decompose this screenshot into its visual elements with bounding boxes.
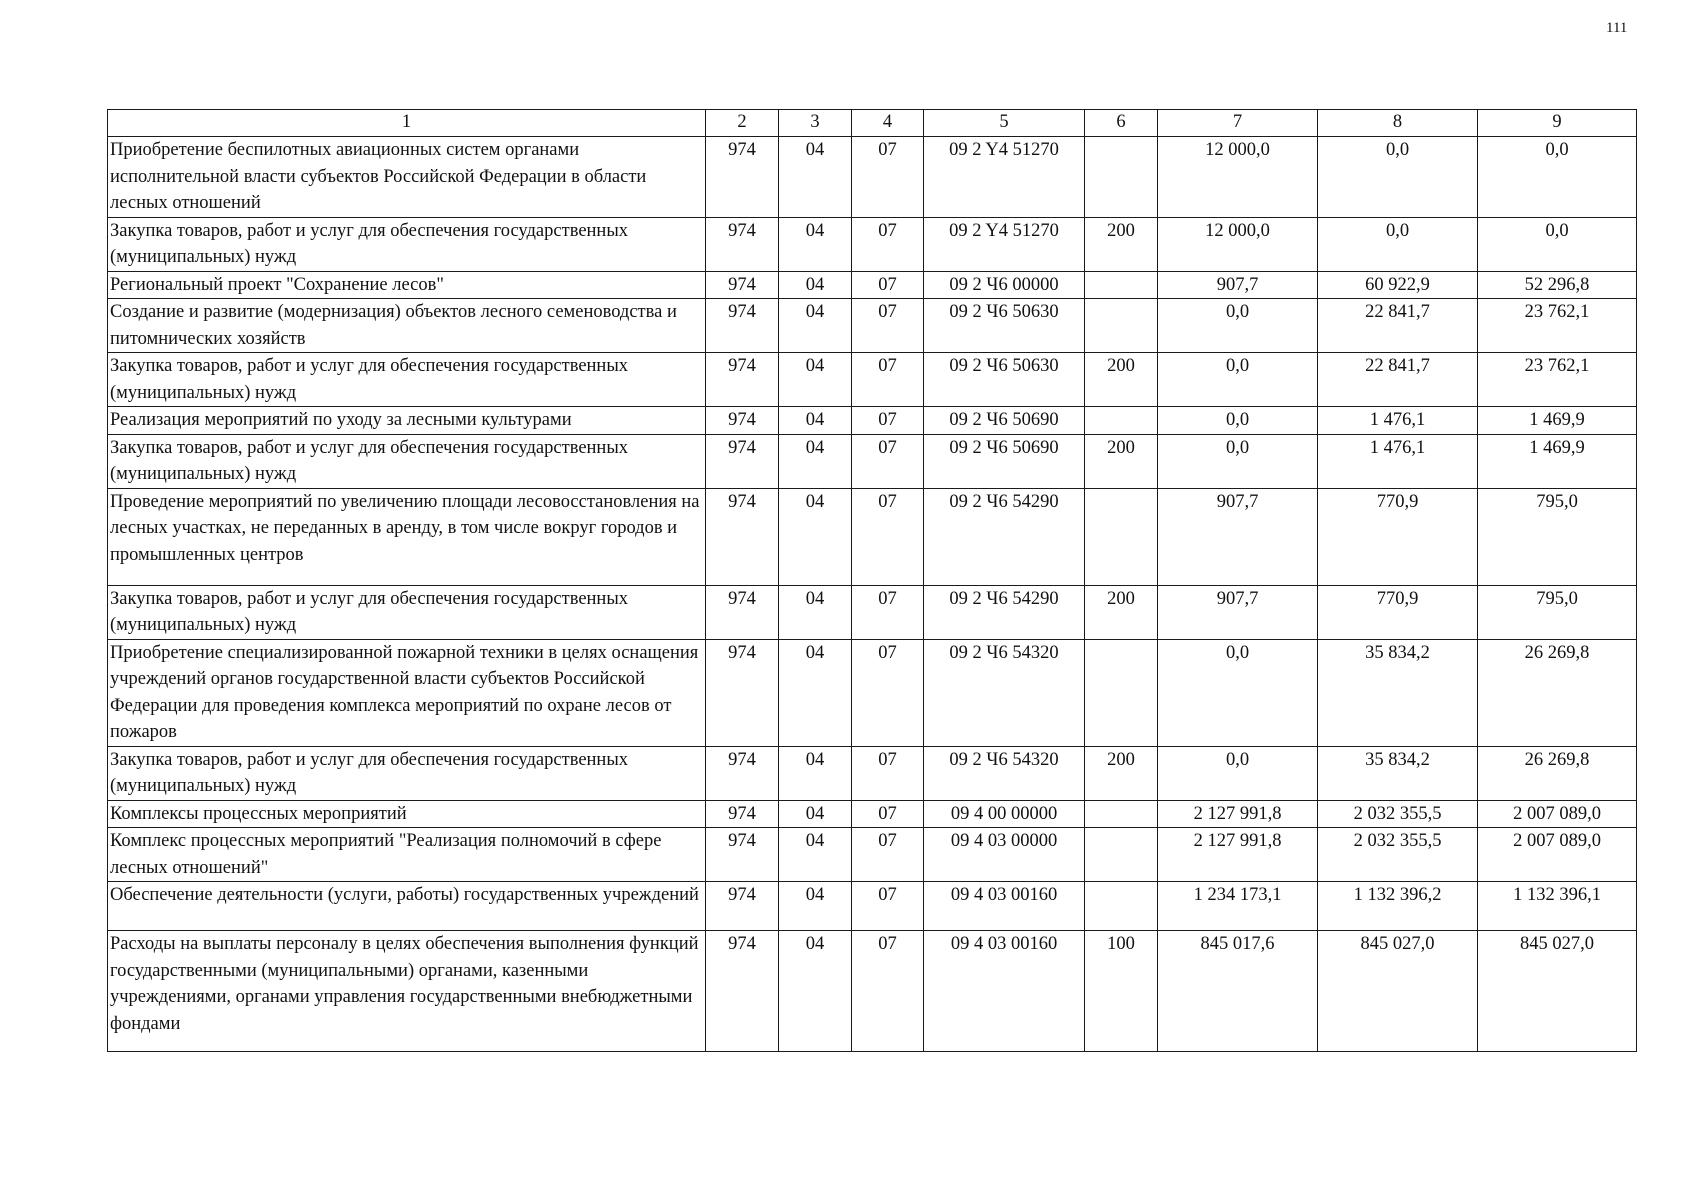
subsection-code-cell: 07 bbox=[852, 407, 924, 435]
table-row bbox=[108, 639, 1637, 746]
budget-table bbox=[107, 109, 1637, 1052]
expense-type-cell bbox=[1085, 882, 1158, 931]
amount-col8-cell: 35 834,2 bbox=[1318, 639, 1478, 746]
subsection-code-cell: 07 bbox=[852, 800, 924, 828]
amount-col7-cell: 2 127 991,8 bbox=[1158, 800, 1318, 828]
target-article-cell: 09 2 Ч6 54320 bbox=[924, 639, 1085, 746]
subsection-code-cell: 07 bbox=[852, 931, 924, 1052]
column-header: 2 bbox=[706, 110, 779, 137]
section-code-cell: 04 bbox=[779, 488, 852, 585]
expense-type-cell: 100 bbox=[1085, 931, 1158, 1052]
amount-col7-cell: 0,0 bbox=[1158, 353, 1318, 407]
section-code-cell: 04 bbox=[779, 271, 852, 299]
subsection-code-cell: 07 bbox=[852, 746, 924, 800]
expense-name-cell: Закупка товаров, работ и услуг для обеспечения государственных (муниципальных) нужд bbox=[108, 353, 706, 407]
section-code-cell: 04 bbox=[779, 828, 852, 882]
amount-col7-cell: 12 000,0 bbox=[1158, 217, 1318, 271]
table-row bbox=[108, 800, 1637, 828]
subsection-code-cell: 07 bbox=[852, 353, 924, 407]
grbs-code-cell: 974 bbox=[706, 882, 779, 931]
amount-col8-cell: 1 476,1 bbox=[1318, 434, 1478, 488]
section-code-cell: 04 bbox=[779, 407, 852, 435]
column-header: 6 bbox=[1085, 110, 1158, 137]
amount-col8-cell: 0,0 bbox=[1318, 137, 1478, 218]
expense-type-cell bbox=[1085, 800, 1158, 828]
expense-type-cell bbox=[1085, 828, 1158, 882]
column-header: 1 bbox=[108, 110, 706, 137]
subsection-code-cell: 07 bbox=[852, 639, 924, 746]
amount-col8-cell: 2 032 355,5 bbox=[1318, 828, 1478, 882]
section-code-cell: 04 bbox=[779, 434, 852, 488]
table-row bbox=[108, 353, 1637, 407]
table-row bbox=[108, 217, 1637, 271]
amount-col8-cell: 770,9 bbox=[1318, 488, 1478, 585]
expense-type-cell bbox=[1085, 488, 1158, 585]
expense-name-cell: Закупка товаров, работ и услуг для обеспечения государственных (муниципальных) нужд bbox=[108, 585, 706, 639]
section-code-cell: 04 bbox=[779, 746, 852, 800]
expense-name-cell: Закупка товаров, работ и услуг для обеспечения государственных (муниципальных) нужд bbox=[108, 217, 706, 271]
section-code-cell: 04 bbox=[779, 137, 852, 218]
subsection-code-cell: 07 bbox=[852, 137, 924, 218]
column-header: 4 bbox=[852, 110, 924, 137]
expense-name-cell: Закупка товаров, работ и услуг для обеспечения государственных (муниципальных) нужд bbox=[108, 746, 706, 800]
table-row bbox=[108, 882, 1637, 931]
amount-col8-cell: 770,9 bbox=[1318, 585, 1478, 639]
amount-col8-cell: 60 922,9 bbox=[1318, 271, 1478, 299]
expense-type-cell bbox=[1085, 639, 1158, 746]
target-article-cell: 09 2 Ч6 50630 bbox=[924, 299, 1085, 353]
amount-col8-cell: 35 834,2 bbox=[1318, 746, 1478, 800]
expense-type-cell: 200 bbox=[1085, 585, 1158, 639]
expense-type-cell: 200 bbox=[1085, 353, 1158, 407]
section-code-cell: 04 bbox=[779, 882, 852, 931]
expense-name-cell: Приобретение беспилотных авиационных систем органами исполнительной власти субъектов Российской Федерации в области лесных отношений bbox=[108, 137, 706, 218]
expense-name-cell: Комплекс процессных мероприятий "Реализация полномочий в сфере лесных отношений" bbox=[108, 828, 706, 882]
amount-col8-cell: 0,0 bbox=[1318, 217, 1478, 271]
table-row bbox=[108, 137, 1637, 218]
section-code-cell: 04 bbox=[779, 639, 852, 746]
amount-col7-cell: 907,7 bbox=[1158, 271, 1318, 299]
table-row bbox=[108, 931, 1637, 1052]
target-article-cell: 09 2 Y4 51270 bbox=[924, 137, 1085, 218]
amount-col7-cell: 1 234 173,1 bbox=[1158, 882, 1318, 931]
table-row bbox=[108, 299, 1637, 353]
expense-name-cell: Реализация мероприятий по уходу за лесными культурами bbox=[108, 407, 706, 435]
grbs-code-cell: 974 bbox=[706, 800, 779, 828]
section-code-cell: 04 bbox=[779, 931, 852, 1052]
target-article-cell: 09 2 Ч6 50690 bbox=[924, 407, 1085, 435]
expense-name-cell: Создание и развитие (модернизация) объектов лесного семеноводства и питомнических хозяйств bbox=[108, 299, 706, 353]
expense-name-cell: Комплексы процессных мероприятий bbox=[108, 800, 706, 828]
amount-col9-cell: 2 007 089,0 bbox=[1478, 800, 1637, 828]
column-header: 9 bbox=[1478, 110, 1637, 137]
amount-col8-cell: 845 027,0 bbox=[1318, 931, 1478, 1052]
grbs-code-cell: 974 bbox=[706, 434, 779, 488]
amount-col9-cell: 23 762,1 bbox=[1478, 353, 1637, 407]
grbs-code-cell: 974 bbox=[706, 931, 779, 1052]
section-code-cell: 04 bbox=[779, 217, 852, 271]
expense-type-cell bbox=[1085, 137, 1158, 218]
target-article-cell: 09 2 Ч6 54290 bbox=[924, 488, 1085, 585]
expense-type-cell bbox=[1085, 407, 1158, 435]
amount-col7-cell: 907,7 bbox=[1158, 488, 1318, 585]
target-article-cell: 09 2 Ч6 54320 bbox=[924, 746, 1085, 800]
grbs-code-cell: 974 bbox=[706, 299, 779, 353]
section-code-cell: 04 bbox=[779, 585, 852, 639]
target-article-cell: 09 4 03 00000 bbox=[924, 828, 1085, 882]
amount-col9-cell: 1 132 396,1 bbox=[1478, 882, 1637, 931]
subsection-code-cell: 07 bbox=[852, 585, 924, 639]
subsection-code-cell: 07 bbox=[852, 882, 924, 931]
target-article-cell: 09 2 Y4 51270 bbox=[924, 217, 1085, 271]
amount-col7-cell: 12 000,0 bbox=[1158, 137, 1318, 218]
expense-type-cell bbox=[1085, 271, 1158, 299]
table-row bbox=[108, 488, 1637, 585]
target-article-cell: 09 4 03 00160 bbox=[924, 882, 1085, 931]
page-number: 111 bbox=[1606, 20, 1628, 36]
expense-type-cell: 200 bbox=[1085, 746, 1158, 800]
column-header: 3 bbox=[779, 110, 852, 137]
amount-col9-cell: 23 762,1 bbox=[1478, 299, 1637, 353]
column-header: 8 bbox=[1318, 110, 1478, 137]
grbs-code-cell: 974 bbox=[706, 137, 779, 218]
subsection-code-cell: 07 bbox=[852, 828, 924, 882]
amount-col7-cell: 907,7 bbox=[1158, 585, 1318, 639]
amount-col7-cell: 845 017,6 bbox=[1158, 931, 1318, 1052]
grbs-code-cell: 974 bbox=[706, 746, 779, 800]
grbs-code-cell: 974 bbox=[706, 353, 779, 407]
table-row bbox=[108, 407, 1637, 435]
expense-type-cell: 200 bbox=[1085, 217, 1158, 271]
expense-name-cell: Расходы на выплаты персоналу в целях обеспечения выполнения функций государственными (муниципальными) органами, казенными учреждениями, органами управления государственными внебюджетными фондами bbox=[108, 931, 706, 1052]
amount-col8-cell: 22 841,7 bbox=[1318, 353, 1478, 407]
amount-col8-cell: 1 132 396,2 bbox=[1318, 882, 1478, 931]
expense-name-cell: Приобретение специализированной пожарной техники в целях оснащения учреждений органов государственной власти субъектов Российской Федерации для проведения комплекса мероприятий по охране лесов от пожаров bbox=[108, 639, 706, 746]
column-header: 5 bbox=[924, 110, 1085, 137]
amount-col9-cell: 795,0 bbox=[1478, 488, 1637, 585]
table-row bbox=[108, 434, 1637, 488]
amount-col9-cell: 795,0 bbox=[1478, 585, 1637, 639]
amount-col9-cell: 1 469,9 bbox=[1478, 407, 1637, 435]
amount-col9-cell: 1 469,9 bbox=[1478, 434, 1637, 488]
amount-col9-cell: 52 296,8 bbox=[1478, 271, 1637, 299]
expense-type-cell: 200 bbox=[1085, 434, 1158, 488]
grbs-code-cell: 974 bbox=[706, 217, 779, 271]
subsection-code-cell: 07 bbox=[852, 488, 924, 585]
amount-col9-cell: 26 269,8 bbox=[1478, 639, 1637, 746]
expense-name-cell: Проведение мероприятий по увеличению площади лесовосстановления на лесных участках, не переданных в аренду, в том числе вокруг городов и промышленных центров bbox=[108, 488, 706, 585]
section-code-cell: 04 bbox=[779, 299, 852, 353]
section-code-cell: 04 bbox=[779, 800, 852, 828]
grbs-code-cell: 974 bbox=[706, 488, 779, 585]
amount-col9-cell: 0,0 bbox=[1478, 137, 1637, 218]
subsection-code-cell: 07 bbox=[852, 271, 924, 299]
expense-name-cell: Региональный проект "Сохранение лесов" bbox=[108, 271, 706, 299]
amount-col8-cell: 22 841,7 bbox=[1318, 299, 1478, 353]
table-row bbox=[108, 585, 1637, 639]
expense-name-cell: Обеспечение деятельности (услуги, работы) государственных учреждений bbox=[108, 882, 706, 931]
column-header: 7 bbox=[1158, 110, 1318, 137]
expense-name-cell: Закупка товаров, работ и услуг для обеспечения государственных (муниципальных) нужд bbox=[108, 434, 706, 488]
subsection-code-cell: 07 bbox=[852, 299, 924, 353]
target-article-cell: 09 2 Ч6 50690 bbox=[924, 434, 1085, 488]
expense-type-cell bbox=[1085, 299, 1158, 353]
amount-col7-cell: 0,0 bbox=[1158, 639, 1318, 746]
amount-col9-cell: 845 027,0 bbox=[1478, 931, 1637, 1052]
target-article-cell: 09 2 Ч6 54290 bbox=[924, 585, 1085, 639]
subsection-code-cell: 07 bbox=[852, 434, 924, 488]
amount-col9-cell: 2 007 089,0 bbox=[1478, 828, 1637, 882]
grbs-code-cell: 974 bbox=[706, 639, 779, 746]
table-row bbox=[108, 828, 1637, 882]
amount-col7-cell: 0,0 bbox=[1158, 299, 1318, 353]
amount-col7-cell: 2 127 991,8 bbox=[1158, 828, 1318, 882]
amount-col9-cell: 0,0 bbox=[1478, 217, 1637, 271]
target-article-cell: 09 2 Ч6 00000 bbox=[924, 271, 1085, 299]
amount-col8-cell: 2 032 355,5 bbox=[1318, 800, 1478, 828]
amount-col7-cell: 0,0 bbox=[1158, 434, 1318, 488]
target-article-cell: 09 2 Ч6 50630 bbox=[924, 353, 1085, 407]
target-article-cell: 09 4 00 00000 bbox=[924, 800, 1085, 828]
header-row bbox=[108, 110, 1637, 137]
table-row bbox=[108, 271, 1637, 299]
table-row bbox=[108, 746, 1637, 800]
grbs-code-cell: 974 bbox=[706, 407, 779, 435]
amount-col7-cell: 0,0 bbox=[1158, 746, 1318, 800]
subsection-code-cell: 07 bbox=[852, 217, 924, 271]
target-article-cell: 09 4 03 00160 bbox=[924, 931, 1085, 1052]
amount-col8-cell: 1 476,1 bbox=[1318, 407, 1478, 435]
grbs-code-cell: 974 bbox=[706, 271, 779, 299]
grbs-code-cell: 974 bbox=[706, 828, 779, 882]
section-code-cell: 04 bbox=[779, 353, 852, 407]
grbs-code-cell: 974 bbox=[706, 585, 779, 639]
amount-col7-cell: 0,0 bbox=[1158, 407, 1318, 435]
amount-col9-cell: 26 269,8 bbox=[1478, 746, 1637, 800]
